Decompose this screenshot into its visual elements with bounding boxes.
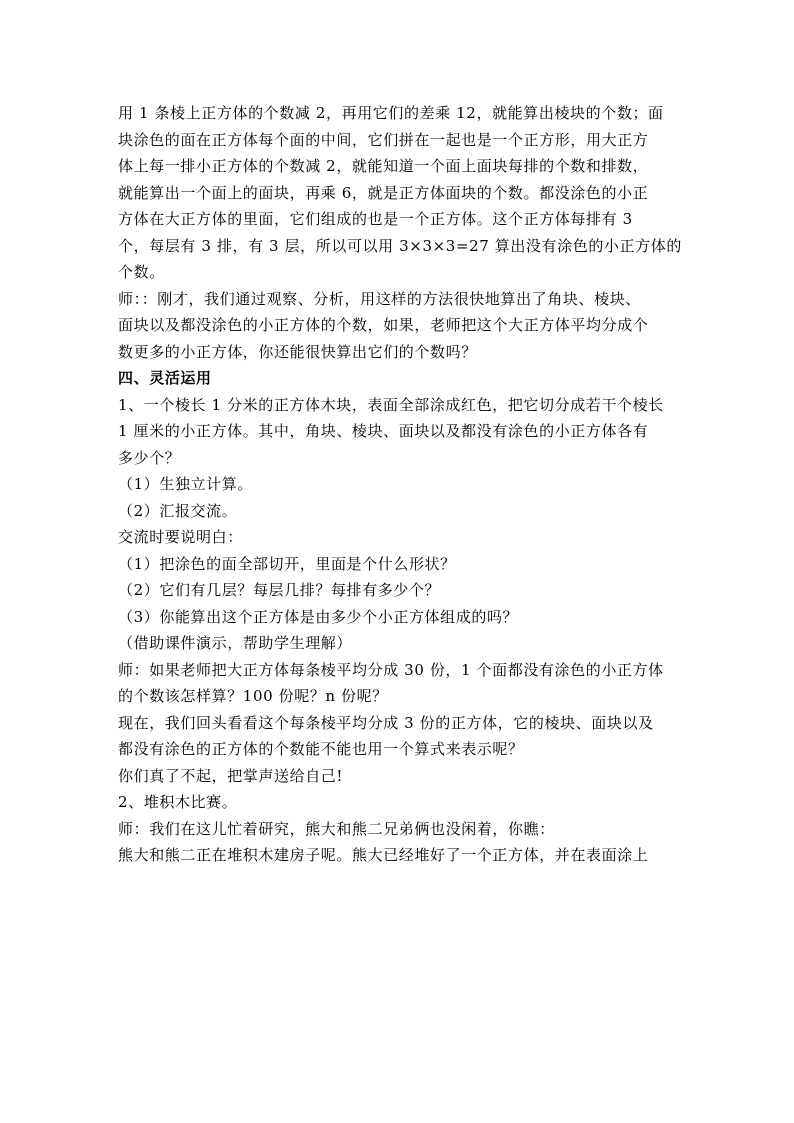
text-line: （3）你能算出这个正方体是由多少个小正方体组成的吗？ bbox=[118, 607, 519, 626]
text-line: 个数。 bbox=[118, 263, 165, 281]
text-line: （2）它们有几层？每层几排？每排有多少个？ bbox=[118, 581, 441, 599]
text-line: 师：如果老师把大正方体每条棱平均分成 30 份，1 个面都没有涂色的小正方体 bbox=[118, 660, 664, 679]
text-line: 面块以及都没涂色的小正方体的个数，如果，老师把这个大正方体平均分成个 bbox=[118, 316, 649, 334]
text-line: （借助课件演示，帮助学生理解） bbox=[118, 634, 353, 652]
section-heading: 四、灵活运用 bbox=[118, 369, 212, 387]
text-line: （2）汇报交流。 bbox=[118, 501, 238, 520]
text-line: （1）把涂色的面全部切开，里面是个什么形状？ bbox=[118, 554, 456, 573]
text-line: 师：我们在这儿忙着研究，熊大和熊二兄弟俩也没闲着，你瞧： bbox=[118, 819, 555, 838]
text-line: 块涂色的面在正方体每个面的中间，它们拼在一起也是一个正方形，用大正方 bbox=[118, 130, 649, 149]
text-line: 体上每一排小正方体的个数减 2，就能知道一个面上面块每排的个数和排数， bbox=[118, 157, 649, 175]
text-line: 师：：刚才，我们通过观察、分析，用这样的方法很快地算出了角块、棱块、 bbox=[118, 289, 641, 308]
document-body bbox=[118, 100, 684, 869]
text-line: 现在，我们回头看看这个每条棱平均分成 3 份的正方体，它的棱块、面块以及 bbox=[118, 713, 654, 732]
text-line: 的个数该怎样算？100 份呢？n 份呢？ bbox=[118, 687, 388, 705]
text-line: 用 1 条棱上正方体的个数减 2，再用它们的差乘 12，就能算出棱块的个数；面 bbox=[118, 104, 664, 122]
text-line: 2、堆积木比赛。 bbox=[118, 793, 238, 811]
text-line: 1、一个棱长 1 分米的正方体木块，表面全部涂成红色，把它切分成若干个棱长 bbox=[118, 395, 664, 414]
text-line: 交流时要说明白： bbox=[118, 528, 243, 546]
text-line: 数更多的小正方体，你还能很快算出它们的个数吗？ bbox=[118, 342, 477, 361]
text-line: 就能算出一个面上的面块，再乘 6，就是正方体面块的个数。都没涂色的小正 bbox=[118, 183, 649, 202]
text-line: 方体在大正方体的里面，它们组成的也是一个正方体。这个正方体每排有 3 bbox=[118, 210, 633, 228]
text-line: 熊大和熊二正在堆积木建房子呢。熊大已经堆好了一个正方体，并在表面涂上 bbox=[118, 846, 649, 864]
text-line: 1 厘米的小正方体。其中，角块、棱块、面块以及都没有涂色的小正方体各有 bbox=[118, 422, 649, 440]
text-line: （1）生独立计算。 bbox=[118, 475, 253, 493]
text-line: 都没有涂色的正方体的个数能不能也用一个算式来表示呢？ bbox=[118, 740, 524, 758]
text-line: 多少个？ bbox=[118, 448, 181, 467]
text-line: 你们真了不起，把掌声送给自己! bbox=[118, 766, 344, 785]
text-line: 个，每层有 3 排，有 3 层，所以可以用 3×3×3=27 算出没有涂色的小正方体的 bbox=[118, 236, 682, 255]
